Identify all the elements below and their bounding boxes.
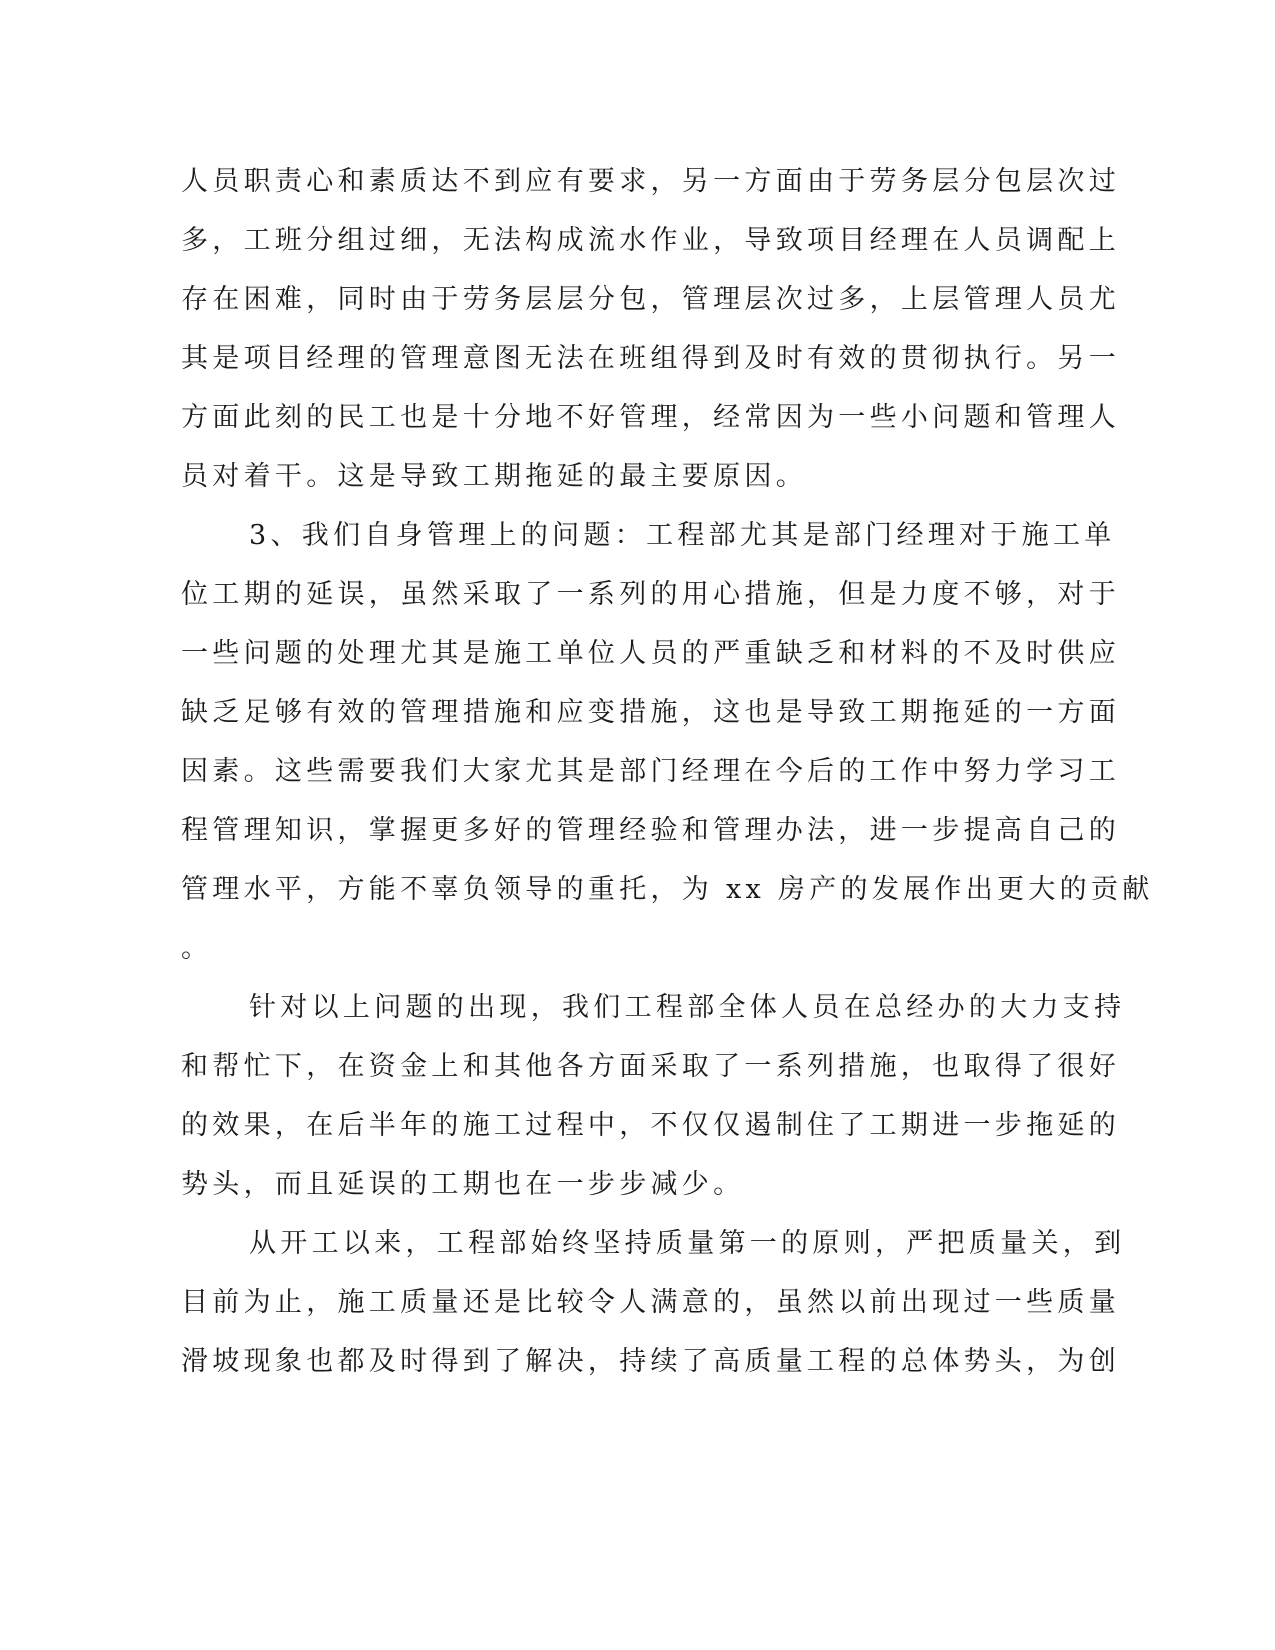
paragraph-first-line: 从开工以来，工程部始终坚持质量第一的原则，严把质量关，到 — [249, 1228, 1126, 1259]
text-line: 程管理知识，掌握更多好的管理经验和管理办法，进一步提高自己的 — [181, 815, 1120, 846]
text-line: 多，工班分组过细，无法构成流水作业，导致项目经理在人员调配上 — [181, 225, 1120, 256]
text-line: 其是项目经理的管理意图无法在班组得到及时有效的贯彻执行。另一 — [181, 343, 1120, 374]
text-line: 存在困难，同时由于劳务层层分包，管理层次过多，上层管理人员尤 — [181, 284, 1120, 315]
text-line: 一些问题的处理尤其是施工单位人员的严重缺乏和材料的不及时供应 — [181, 638, 1120, 669]
body-text — [181, 152, 1154, 1391]
text-line: 势头，而且延误的工期也在一步步减少。 — [181, 1169, 745, 1200]
paragraph-first-line: 针对以上问题的出现，我们工程部全体人员在总经办的大力支持 — [249, 992, 1126, 1023]
text-line: 滑坡现象也都及时得到了解决，持续了高质量工程的总体势头，为创 — [181, 1346, 1120, 1377]
text-line: 目前为止，施工质量还是比较令人满意的，虽然以前出现过一些质量 — [181, 1287, 1120, 1318]
paragraph-first-line: 3、我们自身管理上的问题：工程部尤其是部门经理对于施工单 — [249, 520, 1116, 551]
text-line: 因素。这些需要我们大家尤其是部门经理在今后的工作中努力学习工 — [181, 756, 1120, 787]
text-line: 位工期的延误，虽然采取了一系列的用心措施，但是力度不够，对于 — [181, 579, 1120, 610]
text-line: 人员职责心和素质达不到应有要求，另一方面由于劳务层分包层次过 — [181, 166, 1120, 197]
text-line: 方面此刻的民工也是十分地不好管理，经常因为一些小问题和管理人 — [181, 402, 1120, 433]
text-line: 。 — [181, 933, 213, 964]
text-line: 缺乏足够有效的管理措施和应变措施，这也是导致工期拖延的一方面 — [181, 697, 1120, 728]
text-line: 和帮忙下，在资金上和其他各方面采取了一系列措施，也取得了很好 — [181, 1051, 1120, 1082]
text-line: 管理水平，方能不辜负领导的重托，为 xx 房产的发展作出更大的贡献 — [181, 874, 1154, 905]
text-line: 的效果，在后半年的施工过程中，不仅仅遏制住了工期进一步拖延的 — [181, 1110, 1120, 1141]
text-line: 员对着干。这是导致工期拖延的最主要原因。 — [181, 461, 807, 492]
